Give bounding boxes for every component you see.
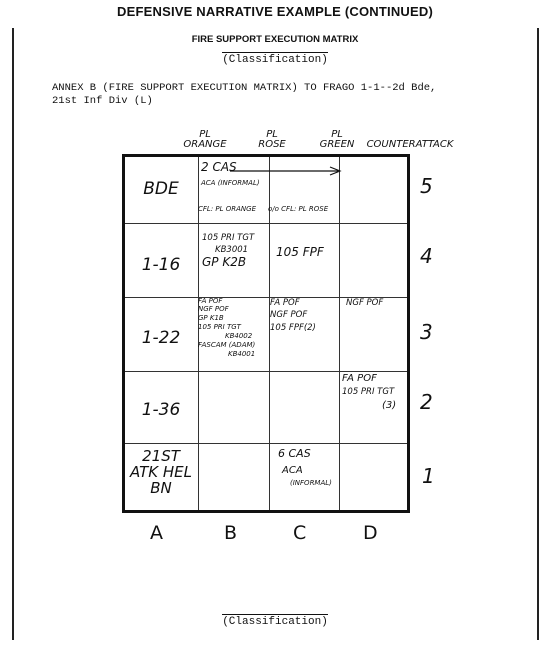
col-label-a: A bbox=[150, 522, 163, 544]
bde-aca: ACA (INFORMAL) bbox=[201, 179, 260, 187]
r122-c1: FA POF bbox=[270, 298, 300, 308]
classification-bottom bbox=[0, 614, 550, 628]
unit-21st-line3: BN bbox=[150, 479, 172, 497]
r122-c3: 105 FPF(2) bbox=[270, 323, 316, 333]
grid-row-line-1 bbox=[125, 223, 407, 224]
r122-b4: 105 PRI TGT bbox=[198, 323, 241, 331]
phase-line-rose bbox=[252, 130, 292, 150]
counterattack-label: COUNTERATTACK bbox=[366, 139, 454, 150]
phase-5: 5 bbox=[420, 174, 433, 198]
grid-row-line-3 bbox=[125, 371, 407, 372]
phase-3: 3 bbox=[420, 320, 433, 344]
classification-top-text: (Classification) bbox=[222, 54, 328, 66]
r122-b1: FA POF bbox=[198, 297, 223, 305]
phase-line-green bbox=[312, 130, 362, 150]
r116-b3: GP K2B bbox=[202, 255, 247, 269]
annex-line-2: 21st Inf Div (L) bbox=[52, 95, 153, 107]
pl-green-top: PL bbox=[331, 129, 343, 140]
unit-1-36: 1-36 bbox=[141, 400, 181, 420]
page-subtitle: FIRE SUPPORT EXECUTION MATRIX bbox=[191, 34, 359, 45]
grid-row-line-4 bbox=[125, 443, 407, 444]
r122-d1: NGF POF bbox=[346, 298, 384, 308]
phase-1: 1 bbox=[422, 464, 435, 488]
pl-rose-top: PL bbox=[266, 129, 278, 140]
r21st-c1: 6 CAS bbox=[278, 447, 311, 460]
col-label-c: C bbox=[293, 522, 307, 544]
cas-arrow bbox=[230, 164, 350, 178]
page-title: DEFENSIVE NARRATIVE EXAMPLE (CONTINUED) bbox=[117, 4, 433, 19]
r136-d1: FA POF bbox=[342, 373, 377, 384]
pl-rose-bottom: ROSE bbox=[258, 139, 286, 150]
bde-cfl-b: CFL: PL ORANGE bbox=[198, 205, 256, 213]
unit-21st-line1: 21ST bbox=[142, 447, 180, 465]
unit-21st bbox=[126, 448, 196, 496]
r122-b2: NGF POF bbox=[198, 305, 229, 313]
right-margin-line bbox=[537, 28, 539, 640]
grid-col-line-3 bbox=[339, 157, 340, 510]
annex-line-1: ANNEX B (FIRE SUPPORT EXECUTION MATRIX) TO FRAGO 1-1--2d Bde, bbox=[52, 82, 437, 94]
classification-top bbox=[0, 52, 550, 66]
col-label-b: B bbox=[224, 522, 238, 544]
left-margin-line bbox=[12, 28, 14, 640]
unit-1-16: 1-16 bbox=[141, 255, 181, 275]
unit-1-22: 1-22 bbox=[141, 328, 181, 348]
r21st-c2: ACA bbox=[282, 465, 303, 476]
phase-4: 4 bbox=[420, 244, 433, 268]
r122-b6: FASCAM (ADAM) bbox=[198, 341, 256, 349]
bde-cas: 2 CAS bbox=[201, 160, 237, 174]
pl-green-bottom: GREEN bbox=[319, 139, 355, 150]
classification-bottom-text: (Classification) bbox=[222, 616, 328, 628]
r116-c1: 105 FPF bbox=[276, 245, 324, 259]
phase-line-orange bbox=[180, 130, 230, 150]
r122-b3: GP K1B bbox=[198, 314, 224, 322]
annex-heading bbox=[52, 82, 522, 108]
phase-2: 2 bbox=[420, 390, 433, 414]
r21st-c3: (INFORMAL) bbox=[290, 479, 332, 487]
r116-b2: KB3001 bbox=[215, 245, 249, 255]
bde-cfl-c: o/o CFL: PL ROSE bbox=[268, 205, 329, 213]
unit-bde: BDE bbox=[143, 179, 179, 199]
r122-b7: KB4001 bbox=[228, 350, 256, 358]
r136-d3: (3) bbox=[382, 400, 397, 411]
r116-b1: 105 PRI TGT bbox=[202, 233, 255, 243]
unit-21st-line2: ATK HEL bbox=[129, 463, 193, 481]
r136-d2: 105 PRI TGT bbox=[342, 387, 395, 397]
pl-orange-top: PL bbox=[199, 129, 211, 140]
r122-c2: NGF POF bbox=[270, 310, 308, 320]
r122-b5: KB4002 bbox=[225, 332, 253, 340]
pl-orange-bottom: ORANGE bbox=[183, 139, 227, 150]
col-label-d: D bbox=[363, 522, 378, 544]
